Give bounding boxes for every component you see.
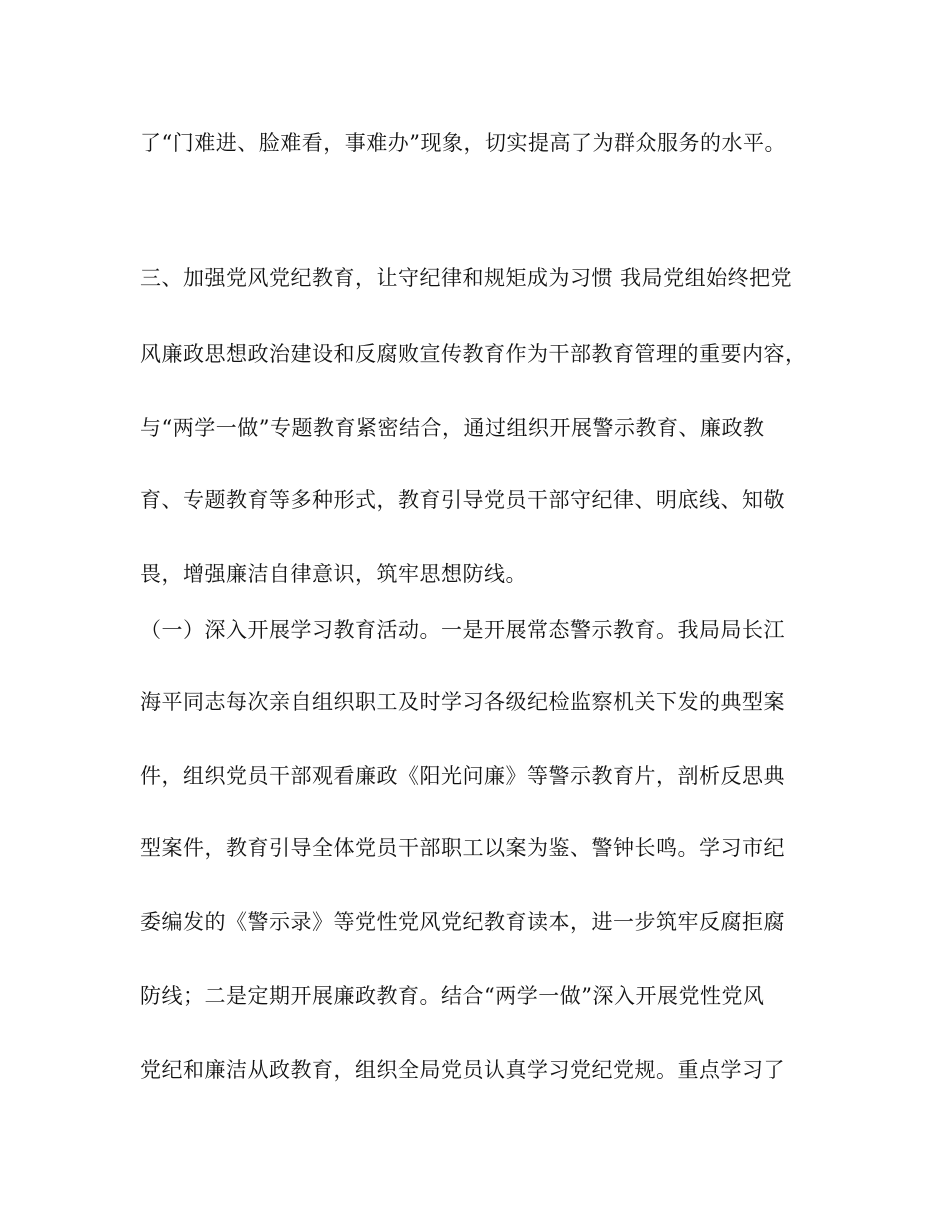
text-line: 党纪和廉洁从政教育，组织全局党员认真学习党纪党规。重点学习了 [140,1058,785,1082]
text-line: 型案件，教育引导全体党员干部职工以案为鉴、警钟长鸣。学习市纪 [140,836,785,860]
section-heading-line: 三、加强党风党纪教育，让守纪律和规矩成为习惯 我局党组始终把党 [140,266,793,290]
text-line: 畏，增强廉洁自律意识，筑牢思想防线。 [140,562,527,586]
text-line: 防线；二是定期开展廉政教育。结合“两学一做”深入开展党性党风 [140,984,765,1008]
text-line: 风廉政思想政治建设和反腐败宣传教育作为干部教育管理的重要内容， [140,342,807,366]
text-line: 了“门难进、脸难看，事难办”现象，切实提高了为群众服务的水平。 [140,131,786,155]
text-line: 育、专题教育等多种形式，教育引导党员干部守纪律、明底线、知敬 [140,488,785,512]
text-line: 件，组织党员干部观看廉政《阳光问廉》等警示教育片，剖析反思典 [140,764,785,788]
text-line: 海平同志每次亲自组织职工及时学习各级纪检监察机关下发的典型案 [140,690,785,714]
text-line: 委编发的《警示录》等党性党风党纪教育读本，进一步筑牢反腐拒腐 [140,910,785,934]
subsection-line: （一）深入开展学习教育活动。一是开展常态警示教育。我局局长江 [140,618,785,642]
text-line: 与“两学一做”专题教育紧密结合，通过组织开展警示教育、廉政教 [140,416,765,440]
